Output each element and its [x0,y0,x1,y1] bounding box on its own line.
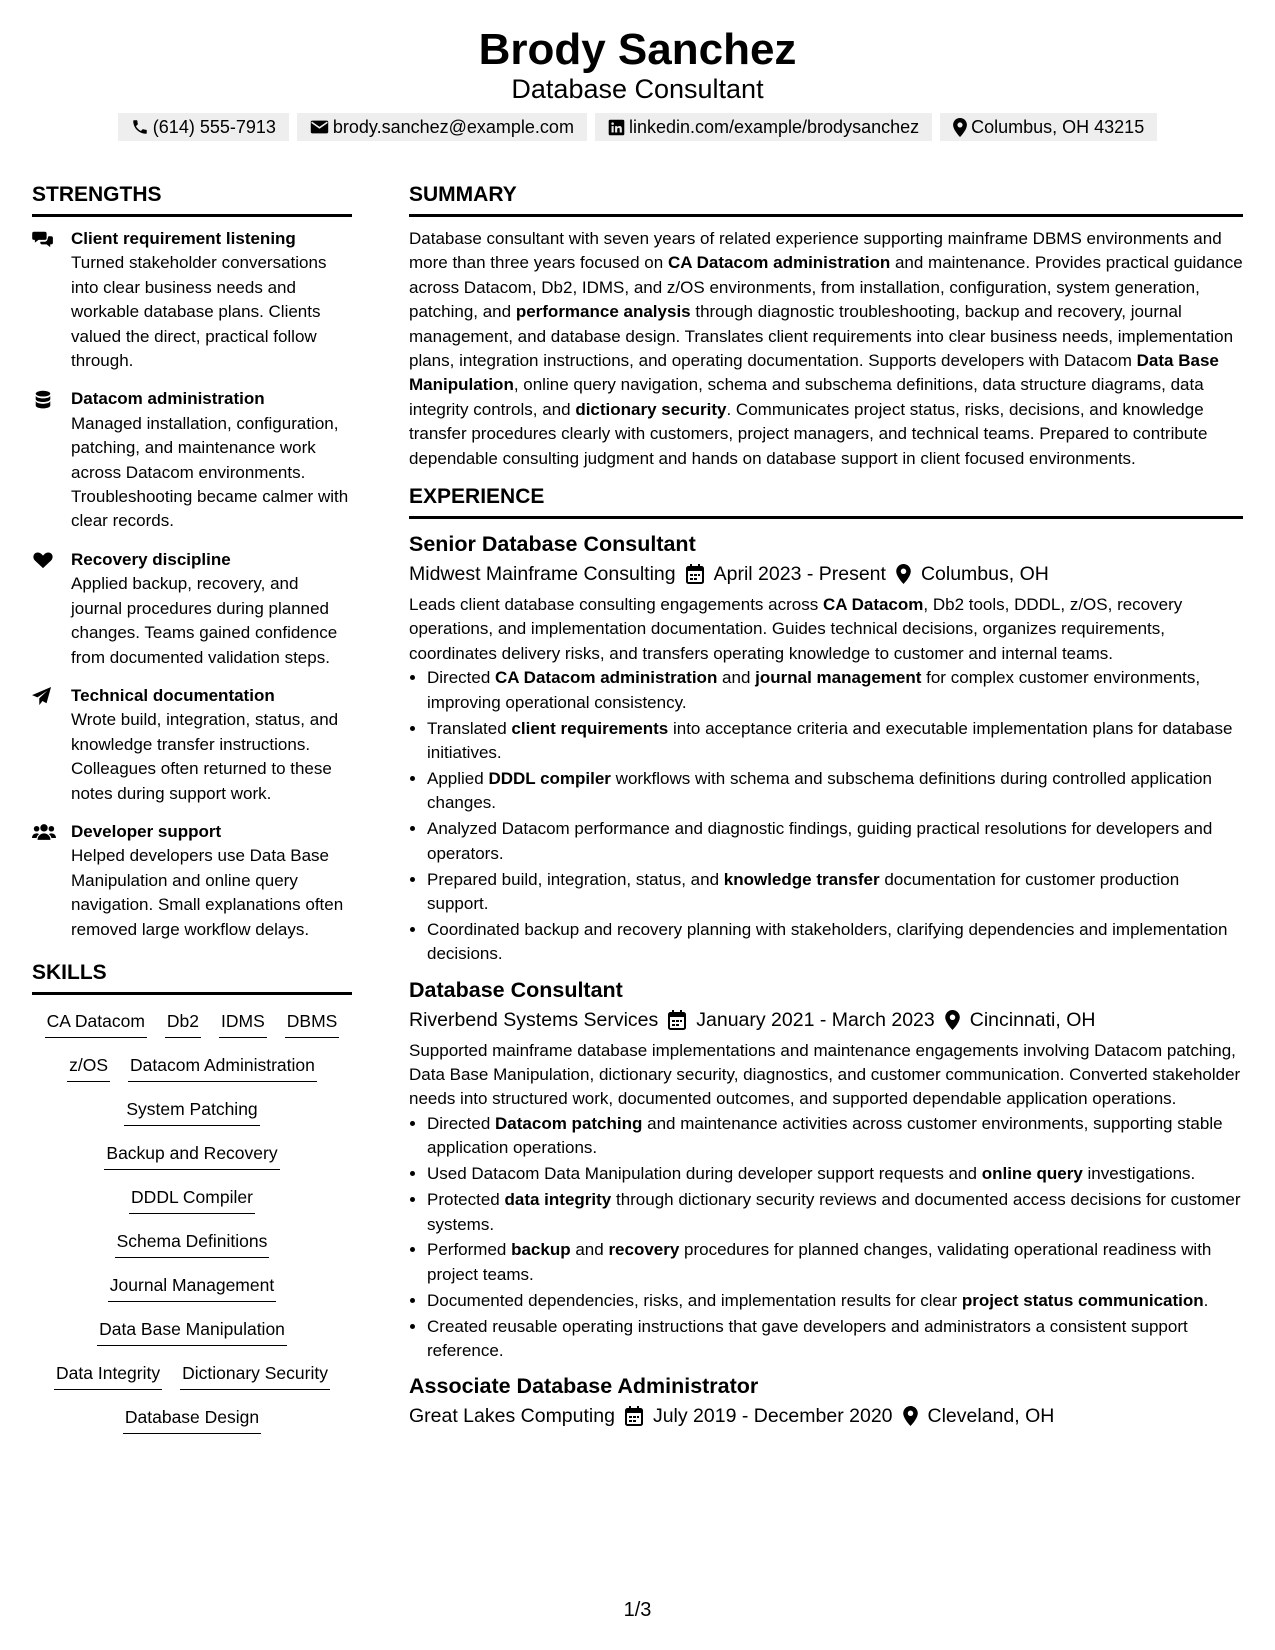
job-meta [409,1005,1243,1035]
skill-tag: Db2 [165,1009,201,1038]
skill-tag: Database Design [123,1405,261,1434]
heart-icon [32,551,54,569]
map-marker-icon [953,118,967,137]
strength-text: Applied backup, recovery, and journal procedures during planned changes. Teams gained confidence from documented validation steps. [71,574,338,667]
candidate-title: Database Consultant [511,74,764,104]
skill-tag: Journal Management [108,1273,276,1302]
envelope-icon [310,119,329,135]
job-entry [409,1371,1243,1431]
skill-tag: DDDL Compiler [129,1185,255,1214]
linkedin-icon [608,119,625,136]
job-location: Cincinnati, OH [969,1008,1096,1031]
strength-text: Wrote build, integration, status, and knowledge transfer instructions. Colleagues often returned to these notes during support work. [71,710,339,803]
strength-text: Helped developers use Data Base Manipulation and online query navigation. Small explanations often removed large workflow delays. [71,846,344,939]
skill-tag: Data Integrity [54,1361,162,1390]
job-title: Database Consultant [409,977,623,1002]
job-bullet: • Documented dependencies, risks, and implementation results for clear project status communication. [427,1289,1243,1313]
job-entry [409,529,1243,967]
contact-email[interactable] [297,113,587,141]
skill-tag: z/OS [67,1053,110,1082]
job-company: Midwest Mainframe Consulting [409,563,676,586]
job-location: Columbus, OH [920,563,1049,586]
strength-text: Managed installation, configuration, patching, and maintenance work across Datacom environments. Troubleshooting became calmer with clear records. [71,413,349,531]
email-text: brody.sanchez@example.com [332,117,574,137]
skill-tag: System Patching [124,1097,259,1126]
experience-heading: EXPERIENCE [409,480,1243,519]
summary-heading: SUMMARY [409,178,1243,217]
job-title: Associate Database Administrator [409,1374,759,1399]
phone-text: (614) 555-7913 [152,117,276,137]
job-company: Great Lakes Computing [409,1405,615,1428]
phone-icon [131,118,149,136]
job-meta [409,559,1243,589]
job-entry [409,975,1243,1364]
job-bullet: • Directed Datacom patching and maintenance activities across customer environments, supporting stable application operations. [427,1112,1243,1161]
map-marker-icon [945,1010,960,1030]
skill-tag: Dictionary Security [180,1361,330,1390]
strength-title: Client requirement listening [71,229,296,248]
skills-list [32,1009,352,1449]
job-title: Senior Database Consultant [409,532,696,557]
skill-tag: CA Datacom [45,1009,147,1038]
job-bullet: • Directed CA Datacom administration and journal management for complex customer environments, improving operational consistency. [427,666,1243,715]
strength-item [32,684,352,806]
job-bullets [409,666,1243,966]
job-bullets [409,1112,1243,1364]
paper-plane-icon [32,687,54,705]
job-bullet: • Coordinated backup and recovery planning with stakeholders, clarifying dependencies and implementation decisions. [427,918,1243,967]
job-dates: July 2019 - December 2020 [652,1405,893,1428]
strength-item [32,548,352,670]
calendar-icon [668,1010,686,1030]
strength-item [32,820,352,942]
job-bullet: • Used Datacom Data Manipulation during developer support requests and online query investigations. [427,1162,1243,1186]
job-bullet: • Created reusable operating instructions that gave developers and administrators a consistent support reference. [427,1315,1243,1364]
job-bullet: • Performed backup and recovery procedures for planned changes, validating operational readiness with project teams. [427,1238,1243,1287]
calendar-icon [686,564,704,584]
right-column [409,178,1243,1435]
calendar-icon [625,1406,643,1426]
strength-title: Datacom administration [71,389,265,409]
database-icon [32,390,54,408]
page-number: 1/3 [623,1599,652,1621]
strength-title: Technical documentation [71,685,275,705]
skills-heading: SKILLS [32,956,352,995]
strength-item [32,227,352,373]
left-column [32,178,352,1449]
summary-text: Database consultant with seven years of related experience supporting mainframe DBMS environments and more than three years focused on CA Datacom administration and maintenance. Provides practical guidance across Datacom, Db2, IDMS, and z/OS environments, from installation, configuration, system generation, patching, and performance analysis through diagnostic troubleshooting, backup and recovery, journal management, and database design. Translates client requirements into clear business needs, implementation plans, integration instructions, and operating documentation. Supports developers with Datacom Data Base Manipulation, online query navigation, schema and subschema definitions, data structure diagrams, data integrity controls, and dictionary security. Communicates project status, risks, decisions, and knowledge transfer procedures clearly with customers, project managers, and technical teams. Prepared to contribute dependable consulting judgment and hands on database support in client focused environments. [409,229,1243,468]
job-company: Riverbend Systems Services [409,1008,659,1031]
job-bullet: • Analyzed Datacom performance and diagnostic findings, guiding practical resolutions for developers and operators. [427,817,1243,866]
skill-tag: Schema Definitions [115,1229,270,1258]
job-location: Cleveland, OH [927,1405,1055,1428]
job-dates: January 2021 - March 2023 [696,1008,935,1031]
location-text: Columbus, OH 43215 [971,117,1145,137]
job-bullet: • Translated client requirements into acceptance criteria and executable implementation plans for database initiatives. [427,717,1243,766]
skill-tag: IDMS [219,1009,267,1038]
strength-title: Recovery discipline [71,549,231,569]
comments-icon [32,230,54,248]
job-description: Supported mainframe database implementations and maintenance engagements involving Datacom patching, Data Base Manipulation, dictionary security, diagnostics, and customer communication. Converted stakeholder needs into structured work, documented outcomes, and supported dependable application operations. [409,1040,1241,1109]
job-bullet: • Applied DDDL compiler workflows with schema and subschema definitions during controlled application changes. [427,767,1243,816]
candidate-name: Brody Sanchez [478,25,797,74]
map-marker-icon [896,564,911,584]
skill-tag: DBMS [285,1009,340,1038]
users-icon [32,823,54,841]
linkedin-text: linkedin.com/example/brodysanchez [628,117,920,137]
skill-tag: Data Base Manipulation [97,1317,287,1346]
contact-bar [0,113,1275,141]
job-bullet: • Prepared build, integration, status, and knowledge transfer documentation for customer production support. [427,868,1243,917]
contact-linkedin[interactable] [595,113,932,141]
strengths-heading: STRENGTHS [32,178,352,217]
job-description: Leads client database consulting engagements across CA Datacom, Db2 tools, DDDL, z/OS, recovery operations, and implementation documentation. Guides technical decisions, organizes requirements, coordinates delivery risks, and transfers operating knowledge to customer and internal teams. [409,595,1183,663]
contact-phone[interactable] [118,113,289,141]
contact-location [940,113,1157,141]
strength-item [32,387,352,533]
skill-tag: Datacom Administration [128,1053,317,1082]
map-marker-icon [903,1406,918,1426]
strength-title: Developer support [71,821,222,841]
skill-tag: Backup and Recovery [104,1141,279,1170]
strength-text: Turned stakeholder conversations into clear business needs and workable database plans. Clients valued the direct, practical follow through. [71,253,327,371]
job-meta [409,1401,1243,1431]
job-bullet: • Protected data integrity through dictionary security reviews and documented access decisions for customer systems. [427,1188,1243,1237]
job-dates: April 2023 - Present [713,563,886,586]
